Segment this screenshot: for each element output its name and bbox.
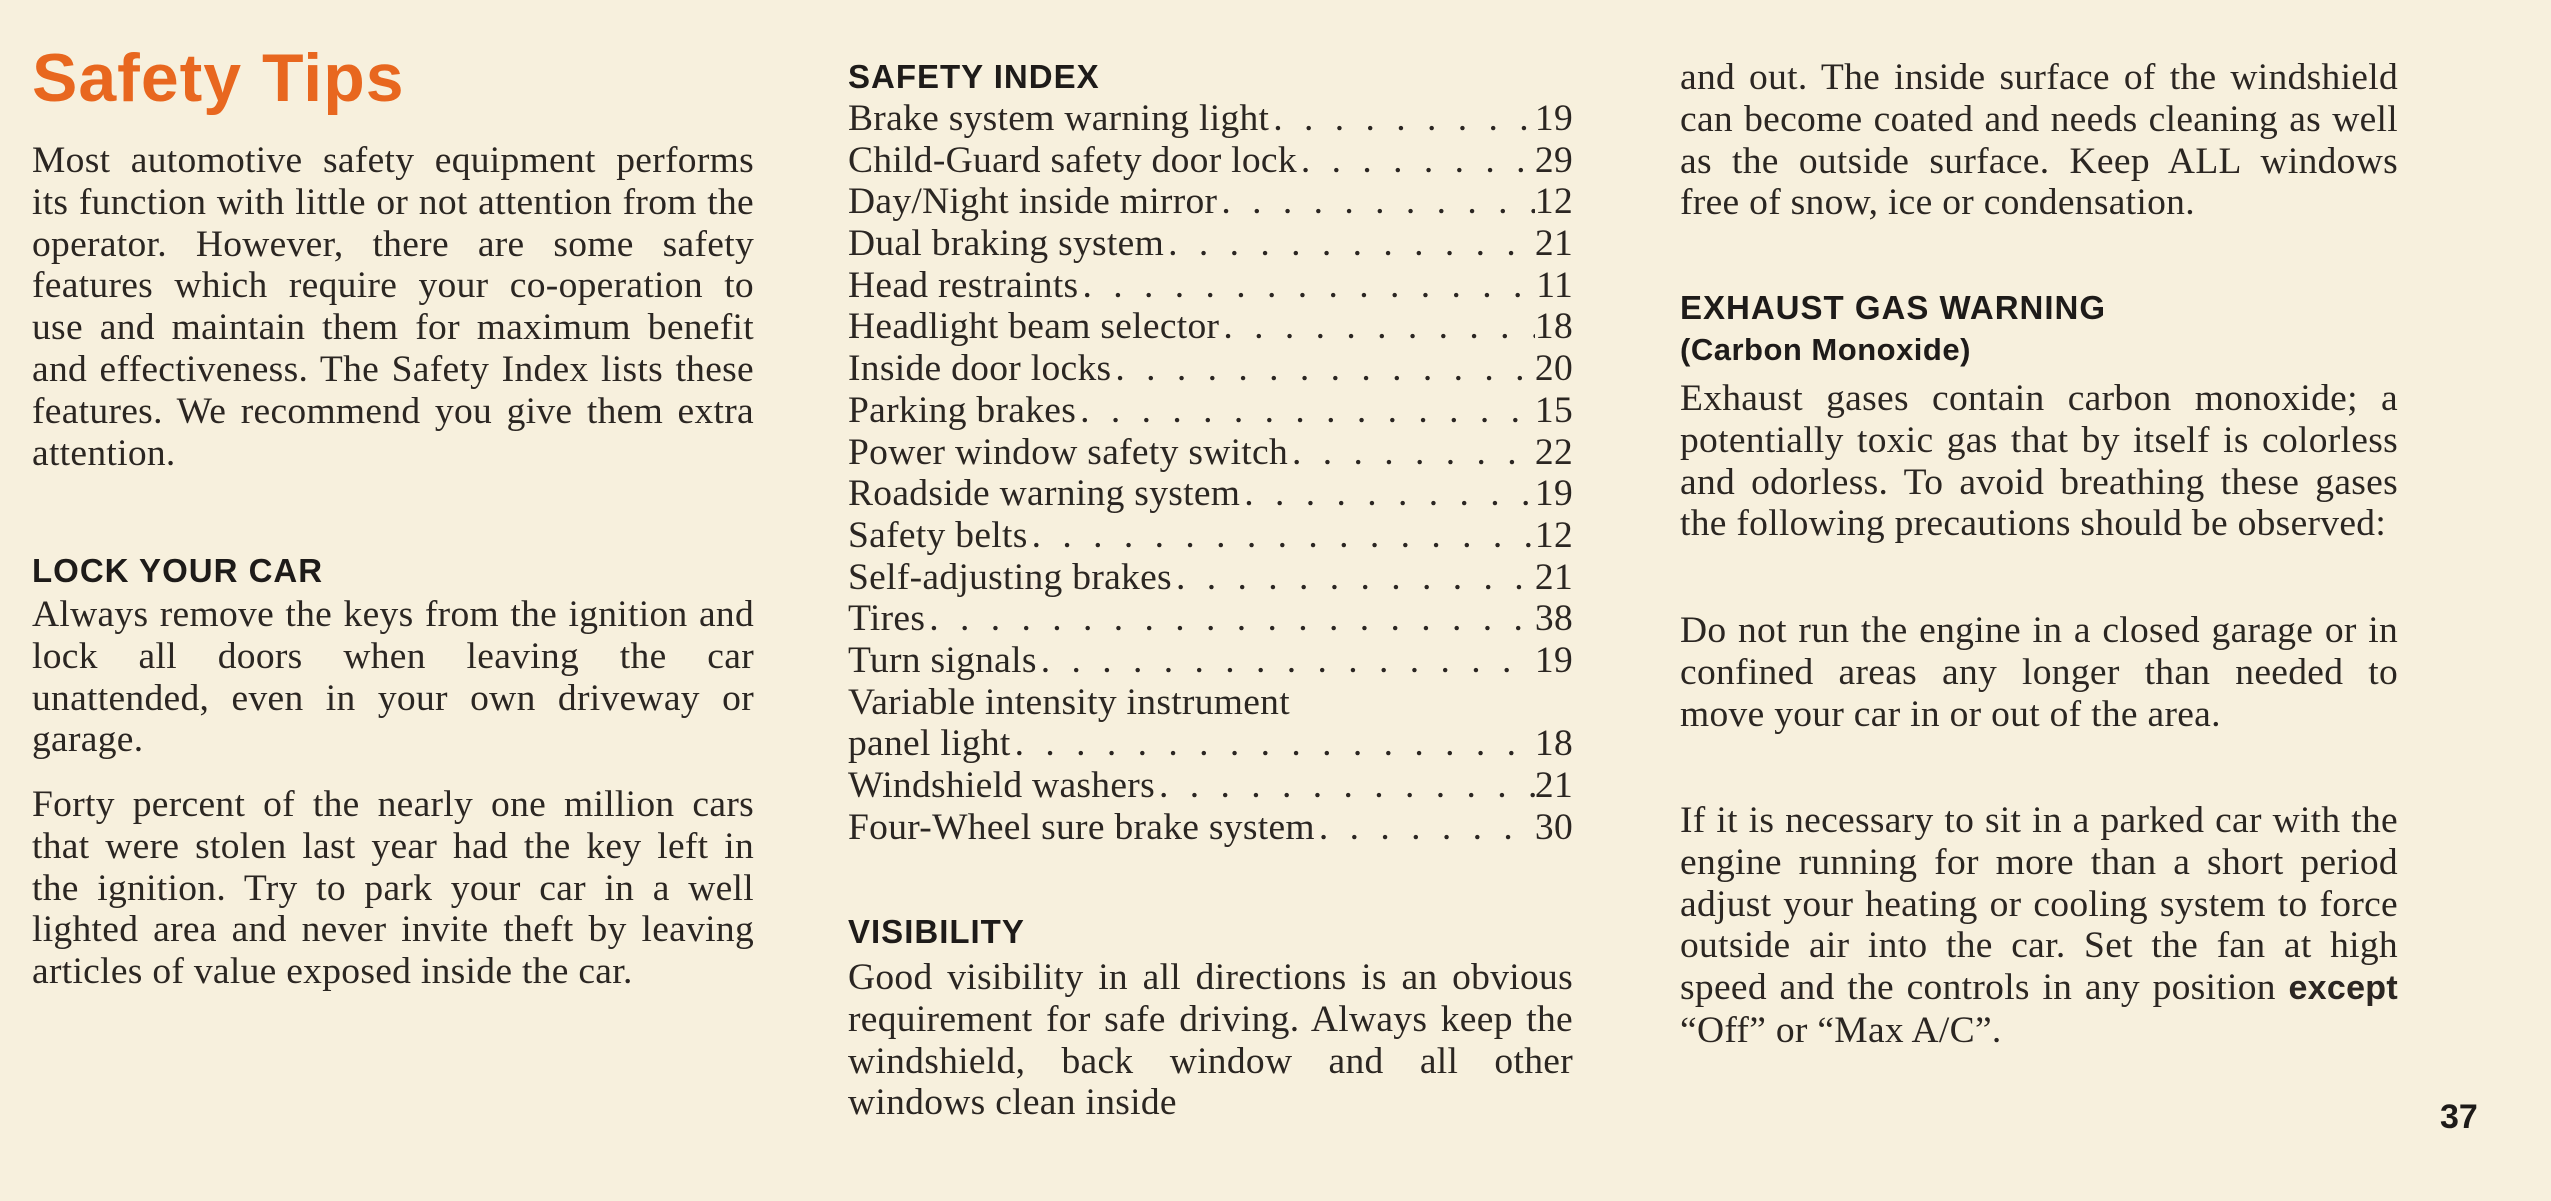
- index-item-page: 18: [1534, 723, 1573, 765]
- safety-index-heading: SAFETY INDEX: [848, 58, 1100, 95]
- index-item-page: 19: [1534, 639, 1573, 681]
- exhaust-paragraph-1: Exhaust gases contain carbon monoxide; a potentially toxic gas that by itself is colorless and odorless. To avoid breathing these gases the following precautions should be observed:: [1680, 378, 2398, 545]
- dot-leader: [1297, 140, 1535, 182]
- exhaust-paragraph-2: Do not run the engine in a closed garage or in confined areas any longer than needed to move your car in or out of the area.: [1680, 610, 2398, 735]
- index-item: [848, 473, 1573, 515]
- index-item: [848, 765, 1573, 807]
- index-item-page: 19: [1534, 98, 1573, 139]
- dot-leader: [1078, 265, 1536, 307]
- dot-leader: [1011, 723, 1535, 765]
- exhaust-p3-text: If it is necessary to sit in a parked car with the engine running for more than a short period adjust your heating or cooling system to force outside air into the car. Set the fan at high speed and the controls in any position: [1680, 800, 2398, 1009]
- dot-leader: [1288, 432, 1535, 474]
- dot-leader: [1172, 557, 1535, 599]
- index-item-label: Safety belts: [848, 514, 1028, 556]
- dot-leader: [1269, 98, 1535, 140]
- exhaust-subheading: (Carbon Monoxide): [1680, 332, 1971, 367]
- index-item-label: Four-Wheel sure brake system: [848, 806, 1315, 848]
- index-item-label: Power window safety switch: [848, 431, 1289, 473]
- lock-your-car-heading: LOCK YOUR CAR: [32, 552, 324, 589]
- index-item-label: Self-adjusting brakes: [848, 556, 1172, 598]
- intro-paragraph: Most automotive safety equipment performs its function with little or not attention from the operator. However, there are some safety features which require your co-operation to use and maintain them for maximum benefit and effectiveness. The Safety Index lists these features. We recommend you give them extra attention.: [32, 140, 754, 474]
- visibility-paragraph-part-2: and out. The inside surface of the windshield can become coated and needs cleaning as well as the outside surface. Keep ALL windows free of snow, ice or condensation.: [1680, 57, 2398, 224]
- visibility-heading: VISIBILITY: [848, 913, 1025, 950]
- page-number: 37: [2440, 1098, 2478, 1136]
- page-title: Safety Tips: [32, 40, 405, 116]
- index-item-label: Brake system warning light: [848, 98, 1270, 139]
- dot-leader: [1037, 640, 1535, 682]
- index-item-page: 21: [1534, 556, 1573, 598]
- index-item-label: Roadside warning system: [848, 473, 1241, 515]
- index-item: [848, 98, 1573, 140]
- index-item: [848, 432, 1573, 474]
- exhaust-p3-end: “Off” or “Max A/C”.: [1680, 1009, 2002, 1051]
- dot-leader: [1164, 223, 1535, 265]
- exhaust-heading: EXHAUST GAS WARNING: [1680, 289, 2107, 326]
- exhaust-paragraph-3: [1680, 800, 2398, 1052]
- index-item-page: 29: [1534, 139, 1573, 181]
- index-item: [848, 306, 1573, 348]
- dot-leader: [1111, 348, 1535, 390]
- index-item-page: 21: [1534, 765, 1573, 806]
- index-item-page: 15: [1534, 389, 1573, 431]
- index-item: [848, 348, 1573, 390]
- lock-your-car-paragraph-2: Forty percent of the nearly one million cars that were stolen last year had the key left in the ignition. Try to park your car in a well lighted area and never invite theft by leaving articles of value exposed inside the car.: [32, 784, 754, 993]
- dot-leader: [1219, 306, 1535, 348]
- index-item: [848, 140, 1573, 182]
- index-item-label: Inside door locks: [848, 348, 1112, 390]
- index-item: [848, 390, 1573, 432]
- dot-leader: [1315, 807, 1535, 849]
- index-item: [848, 265, 1573, 307]
- index-item-page: 22: [1534, 431, 1573, 473]
- index-item-label: Parking brakes: [848, 389, 1077, 431]
- index-item-page: 18: [1534, 306, 1573, 348]
- index-item: [848, 640, 1573, 682]
- index-item: [848, 557, 1573, 599]
- dot-leader: [1028, 515, 1535, 557]
- index-item-label: Day/Night inside mirror: [848, 181, 1218, 223]
- index-item-label: Headlight beam selector: [848, 306, 1220, 348]
- index-item-page: 30: [1534, 806, 1573, 848]
- index-item-label: Turn signals: [848, 639, 1037, 681]
- lock-your-car-paragraph-1: Always remove the keys from the ignition and lock all doors when leaving the car unattended, even in your own driveway or garage.: [32, 594, 754, 761]
- index-item: [848, 515, 1573, 557]
- index-item: [848, 723, 1573, 765]
- dot-leader: [1240, 473, 1535, 515]
- index-item-page: 38: [1534, 598, 1573, 640]
- index-item: [848, 807, 1573, 849]
- index-item-page: 12: [1534, 181, 1573, 223]
- index-item-label: Head restraints: [848, 264, 1079, 306]
- exhaust-p3-except: except: [2288, 969, 2398, 1008]
- index-item-label: Child-Guard safety door lock: [848, 139, 1297, 181]
- index-item: [848, 181, 1573, 223]
- visibility-paragraph-part-1: Good visibility in all directions is an obvious requirement for safe driving. Always keep the windshield, back window and all other windows clean inside: [848, 957, 1573, 1124]
- index-item-label: Windshield washers: [848, 765, 1155, 806]
- dot-leader: [925, 598, 1535, 640]
- dot-leader: [1076, 390, 1535, 432]
- index-item-label: Variable intensity instrument: [848, 681, 1290, 723]
- dot-leader: [1155, 765, 1535, 807]
- index-item-page: 11: [1536, 264, 1573, 306]
- index-item: [848, 223, 1573, 265]
- index-item-page: 20: [1534, 348, 1573, 390]
- index-item-page: 21: [1534, 223, 1573, 265]
- index-item-label: Tires: [848, 598, 926, 640]
- index-item-label: Dual braking system: [848, 223, 1165, 265]
- safety-index-list: [848, 98, 1573, 848]
- dot-leader: [1217, 181, 1535, 223]
- index-item: [848, 598, 1573, 640]
- index-item-page: 12: [1534, 514, 1573, 556]
- index-item-label: panel light: [848, 723, 1011, 765]
- index-item-page: 19: [1534, 473, 1573, 515]
